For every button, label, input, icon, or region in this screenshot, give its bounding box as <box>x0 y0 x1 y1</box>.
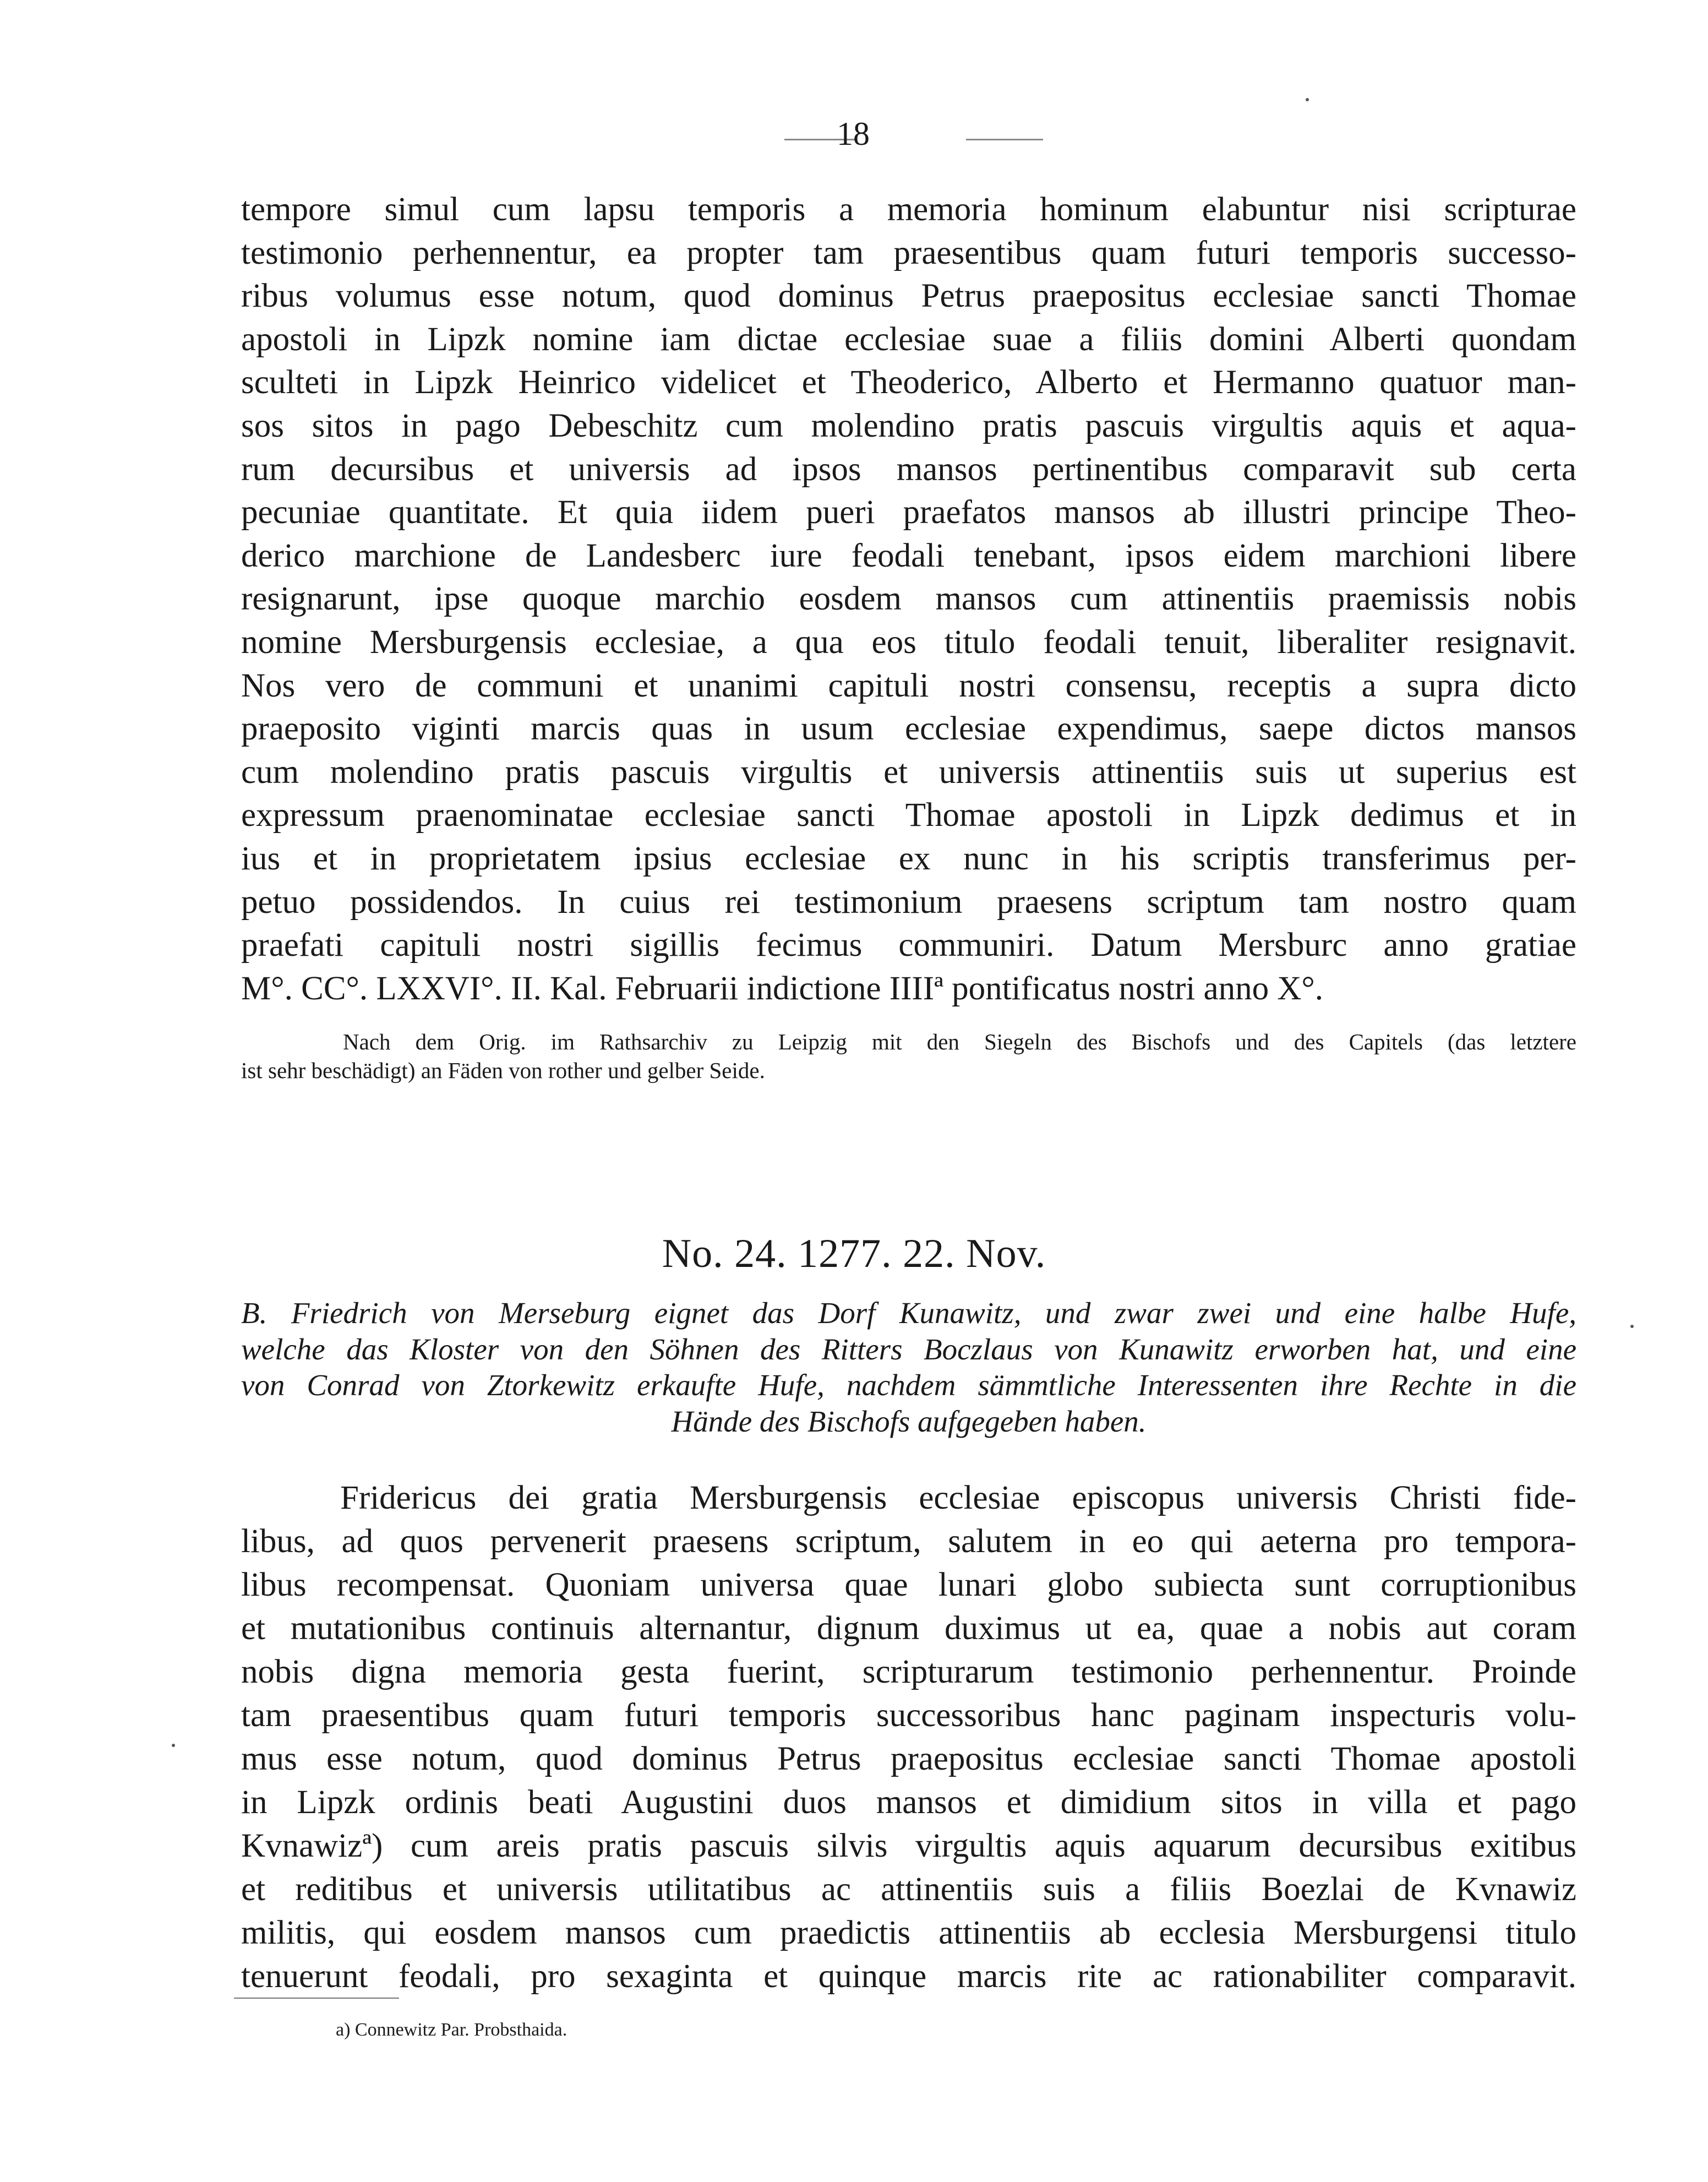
body-text-line: testimonio perhennentur, ea propter tam praesentibus quam futuri temporis successo- <box>241 234 1576 271</box>
scan-speck <box>1306 98 1309 101</box>
body-text-line: ius et in proprietatem ipsius ecclesiae ex nunc in his scriptis transferimus per- <box>241 840 1576 877</box>
body-text-line: praeposito viginti marcis quas in usum ecclesiae expendimus, saepe dictos mansos <box>241 710 1576 748</box>
summary-line: Hände des Bischofs aufgegeben haben. <box>671 1404 1147 1438</box>
summary-line: von Conrad von Ztorkewitz erkaufte Hufe, nachdem sämmtliche Interessenten ihre Rechte in die <box>241 1368 1576 1402</box>
charter-text-line: militis, qui eosdem mansos cum praedictis attinentiis ab ecclesia Mersburgensi titulo <box>241 1914 1576 1951</box>
scan-speck <box>1630 1325 1634 1328</box>
source-note <box>241 1027 1576 1085</box>
body-text-line: rum decursibus et universis ad ipsos mansos pertinentibus comparavit sub certa <box>241 450 1576 488</box>
charter-text-line: et mutationibus continuis alternantur, dignum duximus ut ea, quae a nobis aut coram <box>241 1610 1576 1647</box>
source-note-line: ist sehr beschädigt) an Fäden von rother und gelber Seide. <box>241 1058 765 1083</box>
charter-text-line: libus, ad quos pervenerit praesens scriptum, salutem in eo qui aeterna pro tempora- <box>241 1523 1576 1560</box>
body-text-line: pecuniae quantitate. Et quia iidem pueri praefatos mansos ab illustri principe Theo- <box>241 494 1576 531</box>
page-number: 18 <box>837 116 870 152</box>
body-text-line: petuo possidendos. In cuius rei testimonium praesens scriptum tam nostro quam <box>241 883 1576 921</box>
footnote-rule <box>234 1998 399 1999</box>
charter-text <box>241 1476 1576 1998</box>
body-text-line: Nos vero de communi et unanimi capituli nostri consensu, receptis a supra dicto <box>241 667 1576 704</box>
document-summary <box>241 1295 1576 1439</box>
scan-speck <box>172 1744 175 1747</box>
body-text-line: tempore simul cum lapsu temporis a memoria hominum elabuntur nisi scripturae <box>241 191 1576 228</box>
summary-line: B. Friedrich von Merseburg eignet das Dorf Kunawitz, und zwar zwei und eine halbe Hufe, <box>241 1296 1576 1330</box>
charter-text-line: nobis digna memoria gesta fuerint, scripturarum testimonio perhennentur. Proinde <box>241 1653 1576 1690</box>
summary-line: welche das Kloster von den Söhnen des Ritters Boczlaus von Kunawitz erworben hat, und eine <box>241 1332 1576 1366</box>
body-text-line: sos sitos in pago Debeschitz cum molendino pratis pascuis virgultis aquis et aqua- <box>241 407 1576 444</box>
body-text-line: nomine Mersburgensis ecclesiae, a qua eos titulo feodali tenuit, liberaliter resignavit. <box>241 623 1576 661</box>
charter-text-line: Kvnawizª) cum areis pratis pascuis silvis virgultis aquis aquarum decursibus exitibus <box>241 1827 1576 1864</box>
body-text-line: derico marchione de Landesberc iure feodali tenebant, ipsos eidem marchioni libere <box>241 537 1576 574</box>
body-text-line: apostoli in Lipzk nomine iam dictae ecclesiae suae a filiis domini Alberti quondam <box>241 320 1576 358</box>
body-text-line: ribus volumus esse notum, quod dominus Petrus praepositus ecclesiae sancti Thomae <box>241 277 1576 315</box>
body-text-line: resignarunt, ipse quoque marchio eosdem mansos cum attinentiis praemissis nobis <box>241 580 1576 618</box>
charter-text-line: Fridericus dei gratia Mersburgensis ecclesiae episcopus universis Christi fide- <box>340 1479 1576 1516</box>
body-text-line: M°. CC°. LXXVI°. II. Kal. Februarii indictione IIIIª pontificatus nostri anno X°. <box>241 970 1324 1007</box>
footnote: a) Connewitz Par. Probsthaida. <box>336 2020 567 2040</box>
document-heading: No. 24. 1277. 22. Nov. <box>662 1231 1046 1276</box>
source-note-line: Nach dem Orig. im Rathsarchiv zu Leipzig mit den Siegeln des Bischofs und des Capitels (das letztere <box>343 1029 1576 1054</box>
page-number-rule-right <box>966 139 1043 140</box>
charter-text-line: et reditibus et universis utilitatibus ac attinentiis suis a filiis Boezlai de Kvnawiz <box>241 1871 1576 1908</box>
charter-text-line: mus esse notum, quod dominus Petrus praepositus ecclesiae sancti Thomae apostoli <box>241 1740 1576 1777</box>
body-text-line: expressum praenominatae ecclesiae sancti Thomae apostoli in Lipzk dedimus et in <box>241 797 1576 834</box>
charter-text-line: libus recompensat. Quoniam universa quae lunari globo subiecta sunt corruptionibus <box>241 1566 1576 1603</box>
body-text <box>241 188 1576 1010</box>
charter-text-line: tenuerunt feodali, pro sexaginta et quinque marcis rite ac rationabiliter comparavit. <box>241 1958 1576 1995</box>
body-text-line: sculteti in Lipzk Heinrico videlicet et Theoderico, Alberto et Hermanno quatuor man- <box>241 364 1576 401</box>
charter-text-line: in Lipzk ordinis beati Augustini duos mansos et dimidium sitos in villa et pago <box>241 1784 1576 1821</box>
charter-text-line: tam praesentibus quam futuri temporis successoribus hanc paginam inspecturis volu- <box>241 1697 1576 1734</box>
body-text-line: cum molendino pratis pascuis virgultis et universis attinentiis suis ut superius est <box>241 753 1576 791</box>
body-text-line: praefati capituli nostri sigillis fecimus communiri. Datum Mersburc anno gratiae <box>241 927 1576 964</box>
